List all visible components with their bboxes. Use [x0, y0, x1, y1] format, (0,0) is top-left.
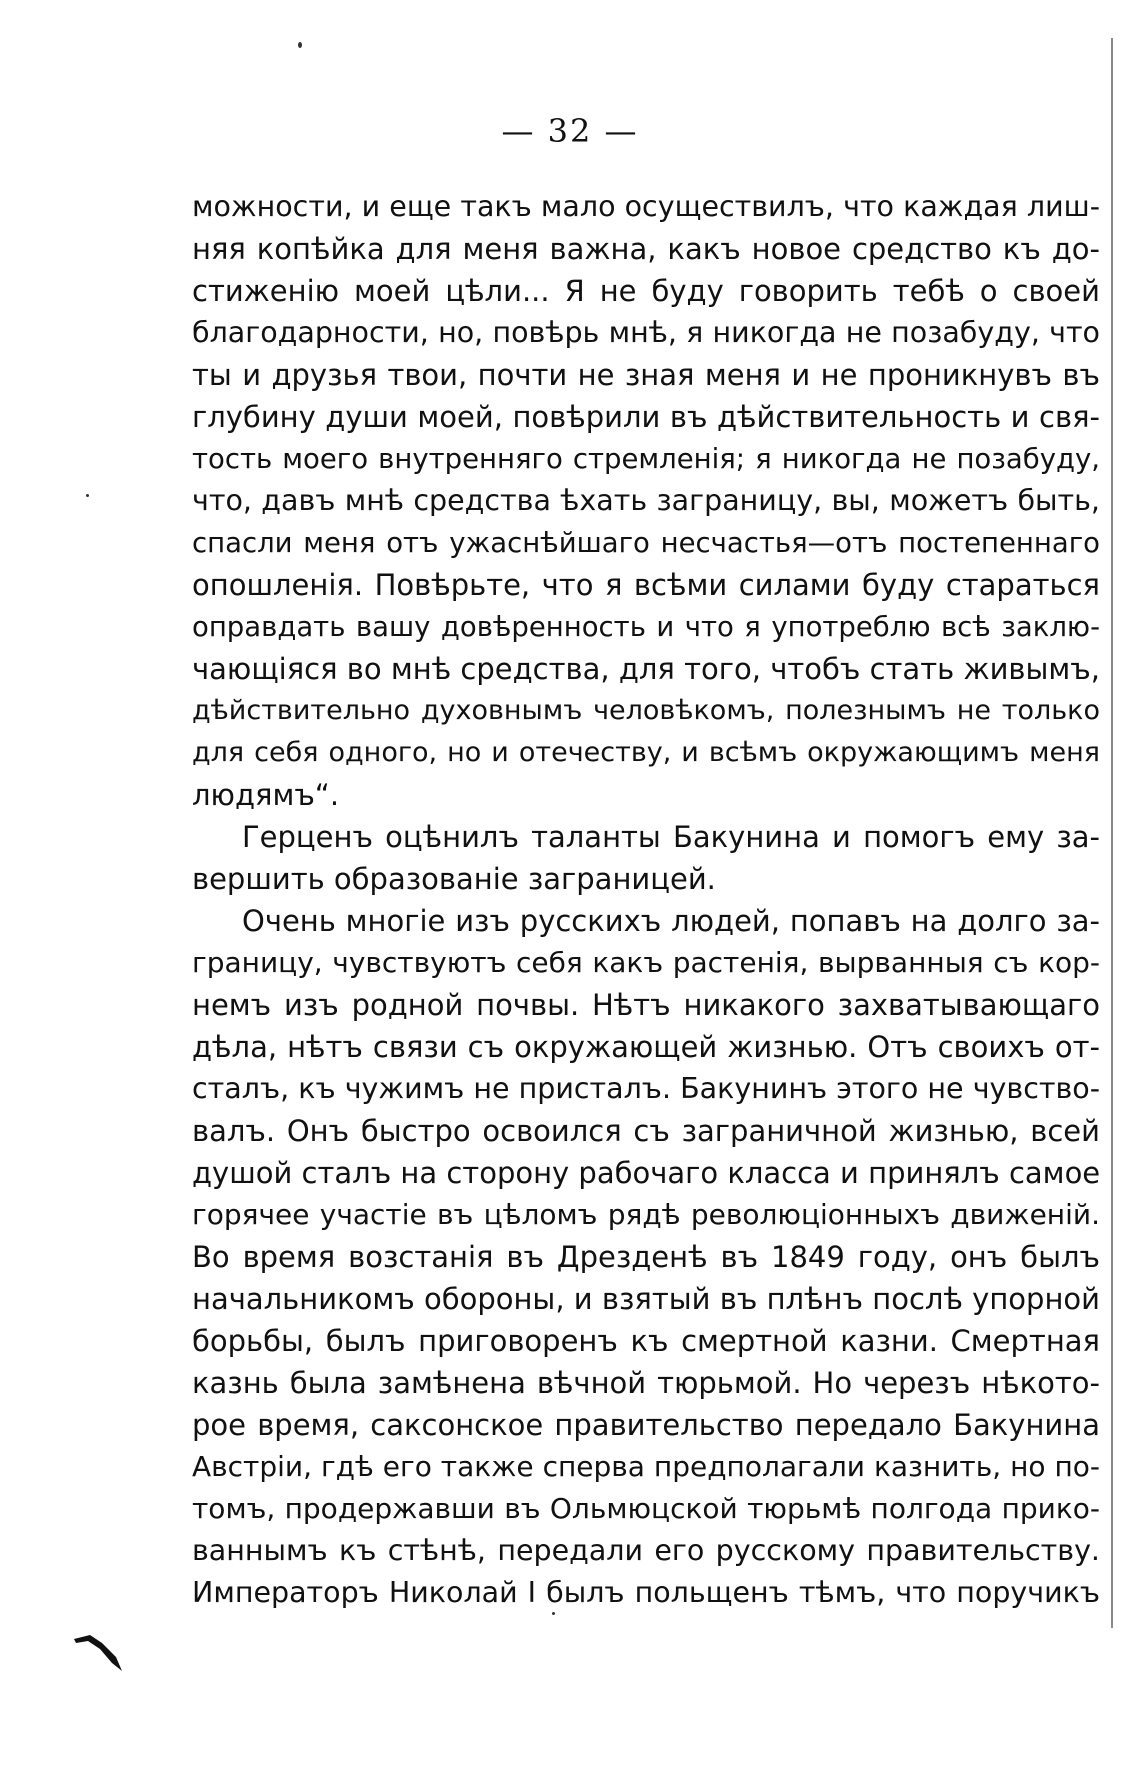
- page-edge-line: [1111, 38, 1113, 1628]
- text-line: рое время, саксонское правительство передало Бакунина: [192, 1408, 1100, 1442]
- body-text: [192, 186, 1100, 1614]
- text-line: душой сталъ на сторону рабочаго класса и принялъ самое: [192, 1156, 1101, 1190]
- text-line: начальникомъ обороны, и взятый въ плѣнъ послѣ упорной: [192, 1282, 1100, 1316]
- text-line: ты и друзья твои, почти не зная меня и не проникнувъ въ: [192, 358, 1100, 392]
- text-line: людямъ“.: [192, 778, 340, 812]
- text-line: сталъ, къ чужимъ не присталъ. Бакунинъ этого не чувство-: [192, 1072, 1100, 1105]
- text-line: оправдать вашу довѣренность и что я употреблю всѣ заклю-: [192, 611, 1100, 643]
- text-line: чающіяся во мнѣ средства, для того, чтобъ стать живымъ,: [192, 652, 1100, 686]
- text-line: границу, чувствуютъ себя какъ растенія, вырванныя съ кор-: [192, 946, 1100, 979]
- ink-stroke-mark: [72, 1633, 124, 1673]
- text-line: вершить образованіе заграницей.: [192, 862, 716, 896]
- text-line: стиженію моей цѣли... Я не буду говорить тебѣ о своей: [192, 274, 1100, 308]
- text-line: Герценъ оцѣнилъ таланты Бакунина и помогъ ему за-: [242, 820, 1100, 854]
- text-line: Императоръ Николай I былъ польщенъ тѣмъ, что поручикъ: [192, 1576, 1100, 1609]
- text-line: глубину души моей, повѣрили въ дѣйствительность и свя-: [192, 400, 1100, 434]
- text-line: ваннымъ къ стѣнѣ, передали его русскому правительству.: [192, 1534, 1100, 1567]
- text-line: Австріи, гдѣ его также сперва предполагали казнить, но по-: [192, 1450, 1100, 1483]
- text-line: что, давъ мнѣ средства ѣхать заграницу, вы, можетъ быть,: [192, 484, 1100, 517]
- text-line: благодарности, но, повѣрь мнѣ, я никогда не позабуду, что: [192, 316, 1100, 349]
- text-line: можности, и еще такъ мало осуществилъ, что каждая лиш-: [192, 190, 1100, 223]
- text-line: опошленія. Повѣрьте, что я всѣми силами буду стараться: [192, 568, 1100, 602]
- page-number: — 32 —: [501, 112, 639, 150]
- text-line: горячее участіе въ цѣломъ рядѣ революціонныхъ движеній.: [192, 1198, 1100, 1231]
- text-line: немъ изъ родной почвы. Нѣтъ никакого захватывающаго: [192, 988, 1100, 1022]
- text-line: казнь была замѣнена вѣчной тюрьмой. Но черезъ нѣкото-: [192, 1366, 1100, 1400]
- text-line: борьбы, былъ приговоренъ къ смертной казни. Смертная: [192, 1324, 1100, 1358]
- text-line: валъ. Онъ быстро освоился съ заграничной жизнью, всей: [192, 1114, 1100, 1148]
- text-line: томъ, продержавши въ Ольмюцской тюрьмѣ полгода прико-: [192, 1492, 1100, 1525]
- text-line: Во время возстанія въ Дрезденѣ въ 1849 году, онъ былъ: [192, 1240, 1100, 1274]
- text-line: няя копѣйка для меня важна, какъ новое средство къ до-: [192, 232, 1100, 266]
- text-line: для себя одного, но и отечеству, и всѣмъ окружающимъ меня: [192, 737, 1100, 768]
- text-line: Очень многіе изъ русскихъ людей, попавъ на долго за-: [242, 904, 1100, 938]
- text-line: дѣла, нѣтъ связи съ окружающей жизнью. Отъ своихъ от-: [192, 1030, 1100, 1064]
- text-line: спасли меня отъ ужаснѣйшаго несчастья—отъ постепеннаго: [192, 527, 1100, 559]
- ink-speck: [298, 42, 302, 48]
- text-line: тость моего внутренняго стремленія; я никогда не позабуду,: [192, 443, 1100, 475]
- text-line: дѣйствительно духовнымъ человѣкомъ, полезнымъ не только: [192, 695, 1100, 726]
- ink-speck: [86, 494, 89, 497]
